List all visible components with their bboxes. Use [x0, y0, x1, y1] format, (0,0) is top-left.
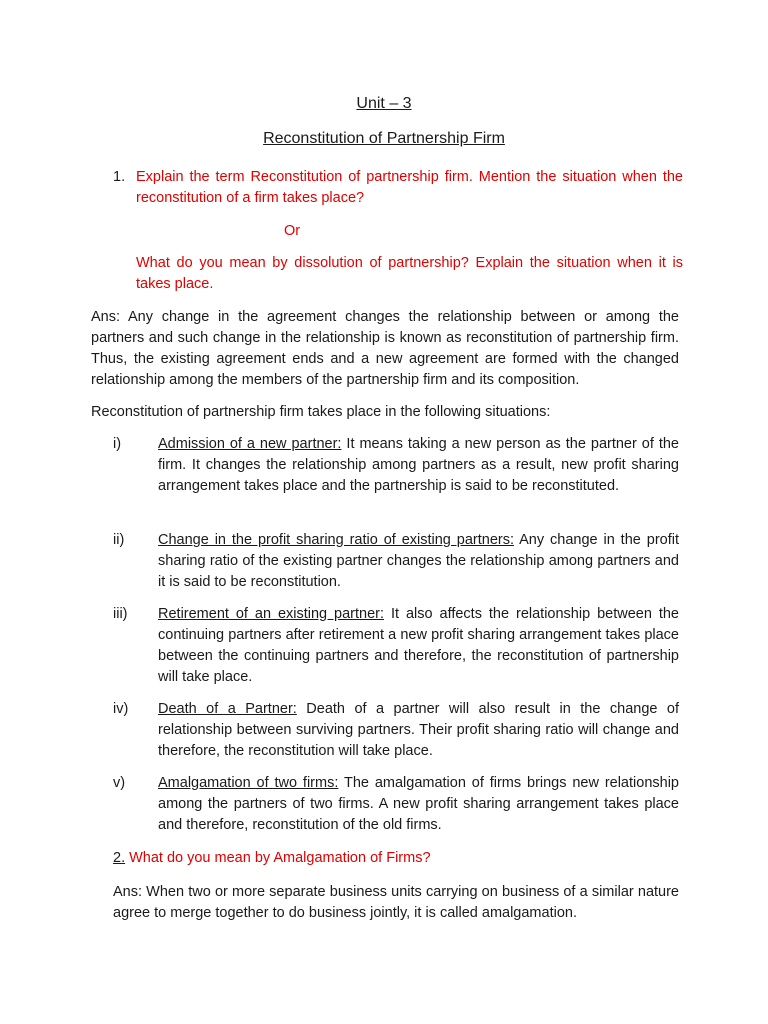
list-item: [113, 604, 679, 688]
list-item-text: Death of a partner will also result in the change of relationship between surviving partners. Their profit sharing ratio will change and therefore, the reconstitution will take place.: [158, 701, 680, 759]
list-item: [113, 699, 679, 762]
question-2: [113, 848, 679, 869]
or-separator: Or: [284, 223, 301, 239]
list-item: [113, 434, 679, 497]
list-item-term: Admission of a new partner:: [158, 436, 342, 452]
list-item-numeral: iii): [113, 606, 128, 622]
list-item-body: [158, 604, 679, 688]
alternate-question-text: What do you mean by dissolution of partnership? Explain the situation when it is takes place.: [136, 255, 683, 292]
unit-heading: Unit – 3: [356, 95, 412, 112]
question-number: 1.: [113, 169, 126, 185]
list-item-numeral: i): [113, 436, 122, 452]
list-item-text: Any change in the profit sharing ratio of the existing partner changes the relationship among partners and it is said to be reconstitution.: [158, 532, 679, 590]
answer-paragraph: Ans: When two or more separate business units carrying on business of a similar nature agree to merge together to do business jointly, it is called amalgamation.: [113, 884, 679, 921]
list-item-body: [158, 434, 679, 497]
list-item-term: Change in the profit sharing ratio of existing partners:: [158, 532, 514, 548]
list-item: [113, 530, 679, 593]
list-item-text: It also affects the relationship between the continuing partners after retirement a new profit sharing arrangement takes place between the continuing partners and therefore, the reconstitution of partnership will take place.: [158, 606, 679, 685]
question-text: What do you mean by Amalgamation of Firms?: [129, 850, 431, 866]
list-item-numeral: v): [113, 775, 126, 791]
list-item: [113, 773, 679, 836]
page-title: Reconstitution of Partnership Firm: [263, 130, 505, 147]
list-item-text: The amalgamation of firms brings new relationship among the partners of two firms. A new profit sharing arrangement takes place and therefore, reconstitution of the old firms.: [158, 775, 679, 833]
list-item-numeral: ii): [113, 532, 125, 548]
question-text: Explain the term Reconstitution of partnership firm. Mention the situation when the reconstitution of a firm takes place?: [136, 169, 683, 206]
situations-intro: Reconstitution of partnership firm takes place in the following situations:: [91, 404, 551, 420]
list-item-numeral: iv): [113, 701, 129, 717]
answer-paragraph: Ans: Any change in the agreement changes the relationship between or among the partners and such change in the relationship is known as reconstitution of partnership firm. Thus, the existing agreement ends and a new agreement are formed with the changed relationship among the members of the partnership firm and its composition.: [91, 309, 679, 388]
list-item-term: Retirement of an existing partner:: [158, 606, 385, 622]
list-item-term: Death of a Partner:: [158, 701, 297, 717]
list-item-text: It means taking a new person as the partner of the firm. It changes the relationship among partners as a result, new profit sharing arrangement takes place and the partnership is said to be reconstituted.: [158, 436, 679, 494]
list-item-body: [158, 773, 679, 836]
list-item-body: [158, 530, 679, 593]
question-number: 2.: [113, 850, 126, 866]
list-item-term: Amalgamation of two firms:: [158, 775, 339, 791]
question-1: [113, 167, 683, 209]
list-item-body: [158, 699, 679, 762]
